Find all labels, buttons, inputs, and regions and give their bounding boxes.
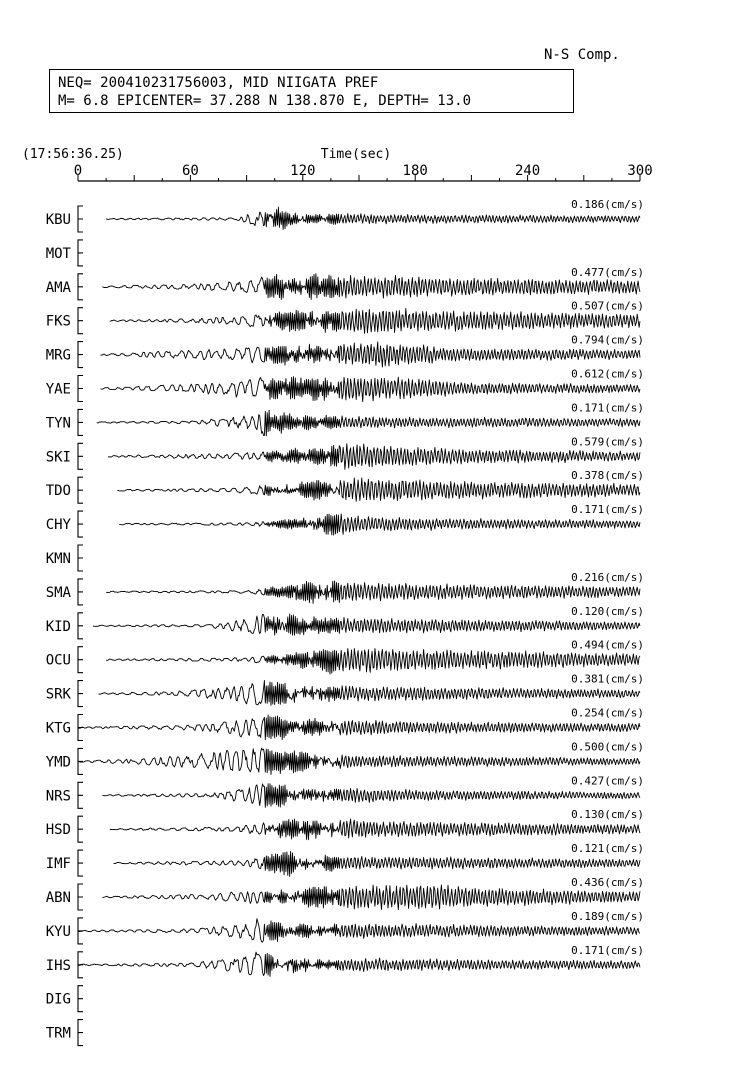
station-bracket [78,850,83,876]
station-label: MRG [45,347,71,364]
waveform-trace [114,851,640,876]
waveform-trace [108,444,640,470]
max-amplitude-label: 0.507(cm/s) [571,299,644,313]
max-amplitude-label: 0.254(cm/s) [571,706,644,720]
station-label: SMA [45,584,71,601]
station-bracket [78,274,83,300]
station-label: TRM [45,1025,71,1042]
max-amplitude-label: 0.130(cm/s) [571,808,644,822]
max-amplitude-label: 0.612(cm/s) [571,367,644,381]
station-bracket [78,545,83,571]
max-amplitude-label: 0.794(cm/s) [571,333,644,347]
station-label: YMD [45,754,71,771]
station-bracket [78,613,83,639]
station-label: MOT [45,245,71,262]
station-label: TDO [45,483,71,500]
station-label: AMA [45,279,71,296]
waveform-trace [78,748,640,774]
station-bracket [78,647,83,673]
station-bracket [78,511,83,537]
waveform-trace [99,681,640,706]
time-tick-label: 120 [290,163,316,179]
station-bracket [78,681,83,707]
waveform-trace [106,649,640,675]
station-bracket [78,477,83,503]
station-label: YAE [45,381,71,398]
station-label: ABN [45,890,71,906]
station-bracket [78,376,83,402]
max-amplitude-label: 0.494(cm/s) [571,638,644,652]
event-info-line-2: M= 6.8 EPICENTER= 37.288 N 138.870 E, DEPTH= 13.0 [58,93,472,109]
max-amplitude-label: 0.171(cm/s) [571,503,644,517]
time-tick-label: 60 [181,163,199,179]
waveform-trace [102,885,640,910]
station-label: IMF [45,856,71,873]
time-tick-label: 240 [514,163,541,179]
station-label: SRK [45,686,71,703]
station-bracket [78,782,83,808]
waveform-trace [106,581,640,604]
station-bracket [78,986,83,1012]
waveform-trace [97,410,640,436]
waveform-trace [93,614,640,635]
station-label: KBU [45,212,71,228]
station-label: DIG [45,991,71,1008]
waveform-trace [110,309,640,334]
station-bracket [78,342,83,368]
event-info-line-1: NEQ= 200410231756003, MID NIIGATA PREF [58,75,379,91]
waveform-trace [110,819,640,840]
station-label: CHY [45,517,71,534]
waveform-trace [101,342,641,367]
station-bracket [78,1020,83,1046]
station-bracket [78,443,83,469]
origin-time-label: (17:56:36.25) [22,147,124,162]
max-amplitude-label: 0.579(cm/s) [571,435,644,449]
time-tick-label: 180 [402,163,428,179]
station-label: NRS [45,788,71,805]
station-bracket [78,206,83,232]
station-bracket [78,240,83,266]
waveform-trace [78,919,640,943]
station-label: IHS [45,957,71,974]
max-amplitude-label: 0.477(cm/s) [571,265,644,279]
waveform-trace [78,715,640,740]
max-amplitude-label: 0.500(cm/s) [571,740,644,754]
waveform-trace [106,207,640,229]
station-bracket [78,816,83,842]
waveform-trace [102,784,640,808]
waveform-trace [101,377,641,402]
waveform-trace [117,478,640,501]
max-amplitude-label: 0.171(cm/s) [571,943,644,957]
max-amplitude-label: 0.381(cm/s) [571,672,644,686]
station-bracket [78,409,83,435]
station-label: OCU [45,652,71,669]
station-label: SKI [45,449,71,466]
max-amplitude-label: 0.436(cm/s) [571,876,644,889]
max-amplitude-label: 0.427(cm/s) [571,774,644,788]
time-tick-label: 300 [627,163,653,179]
station-label: FKS [45,313,71,330]
max-amplitude-label: 0.120(cm/s) [571,604,644,618]
max-amplitude-label: 0.186(cm/s) [571,198,644,211]
max-amplitude-label: 0.378(cm/s) [571,469,644,483]
station-bracket [78,884,83,910]
station-label: KID [45,618,71,635]
waveform-trace [102,274,640,300]
station-label: TYN [45,415,71,432]
x-axis-title: Time(sec) [320,147,392,162]
max-amplitude-label: 0.216(cm/s) [571,570,644,584]
max-amplitude-label: 0.171(cm/s) [571,401,644,415]
station-label: KTG [45,720,71,737]
time-tick-label: 0 [73,163,83,179]
max-amplitude-label: 0.121(cm/s) [571,842,644,856]
station-label: HSD [45,822,71,839]
station-bracket [78,308,83,334]
waveform-trace [78,952,640,976]
station-label: KMN [45,551,71,567]
max-amplitude-label: 0.189(cm/s) [571,909,644,923]
component-label: N-S Comp. [544,47,620,63]
waveform-trace [119,514,640,535]
station-label: KYU [45,923,71,940]
station-bracket [78,579,83,605]
